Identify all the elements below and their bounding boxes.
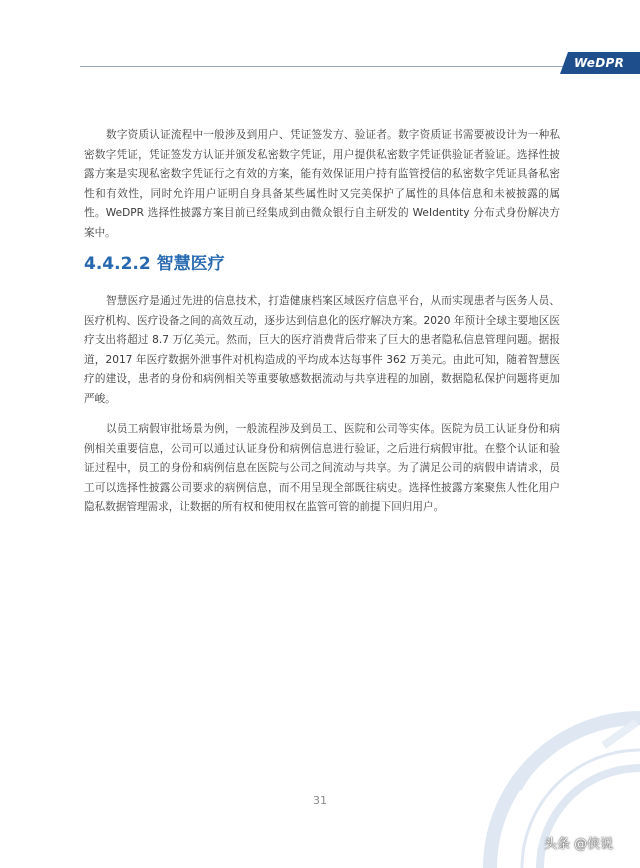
brand-logo: WeDPR [574,56,625,70]
paragraph-digital-credential: 数字资质认证流程中一般涉及到用户、凭证签发方、验证者。数字资质证书需要被设计为一种私密数字凭证，凭证签发方认证并颁发私密数字凭证，用户提供私密数字凭证供验证者验证。选择性披露方案是实现私密数字凭证行之有效的方案，能有效保证用户持有监管授信的私密数字凭证具备私密性和有效性，同时允许用户证明自身具备某些属性时又完美保护了属性的具体信息和未被披露的属性。WeDPR 选择性披露方案目前已经集成到由微众银行自主研发的 WeIdentity 分布式身份解决方案中。 [84,129,560,239]
page-number: 31 [313,794,327,807]
watermark-text: 头条 @侠说 [544,837,614,852]
paragraph-smart-healthcare: 智慧医疗是通过先进的信息技术，打造健康档案区域医疗信息平台，从而实现患者与医务人员、医疗机构、医疗设备之间的高效互动，逐步达到信息化的医疗解决方案。2020 年预计全球主要地区医疗支出将超过 8.7 万亿美元。然而，巨大的医疗消费背后带来了巨大的患者隐私信息管理问题。据报道，2017 年医疗数据外泄事件对机构造成的平均成本达每事件 362 万美元。由此可知，随着智慧医疗的建设，患者的身份和病例相关等重要敏感数据流动与共享进程的加剧，数据隐私保护问题将更加严峻。 [84,295,560,405]
header-divider [80,66,568,67]
section-title: 4.4.2.2 智慧医疗 [84,254,225,274]
paragraph-sick-leave-example: 以员工病假审批场景为例，一般流程涉及到员工、医院和公司等实体。医院为员工认证身份和病例相关重要信息，公司可以通过认证身份和病例信息进行验证，之后进行病假审批。在整个认证和验证过程中，员工的身份和病例信息在医院与公司之间流动与共享。为了满足公司的病假申请请求，员工可以选择性披露公司要求的病例信息，而不用呈现全部既往病史。选择性披露方案聚焦人性化用户隐私数据管理需求，让数据的所有权和使用权在监管可管的前提下回归用户。 [84,423,560,514]
